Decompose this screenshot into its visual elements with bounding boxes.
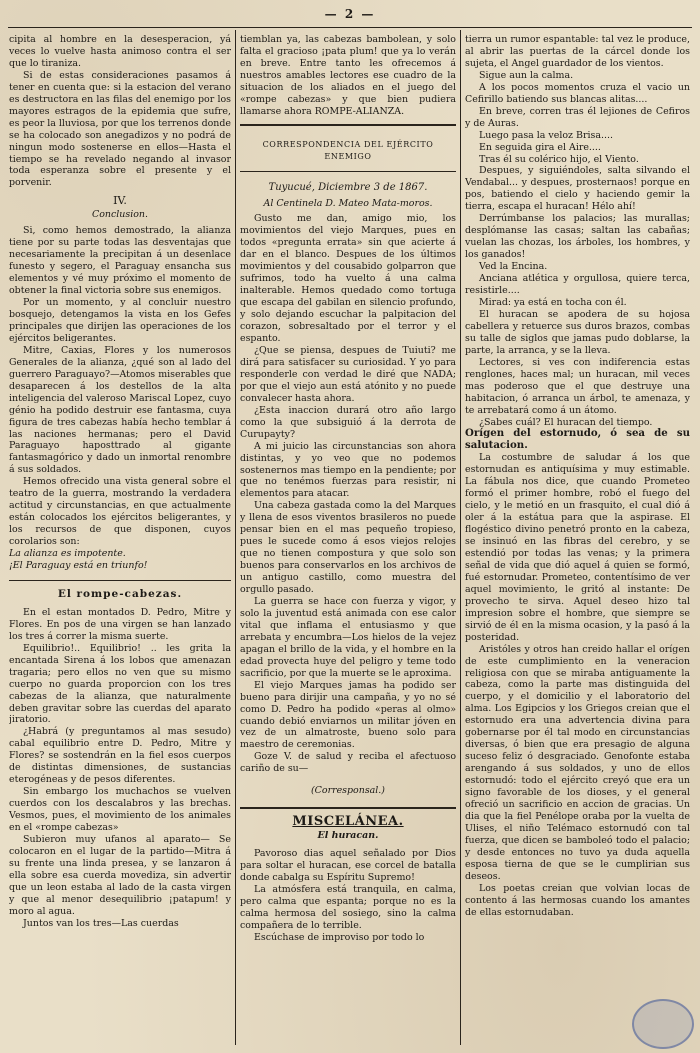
article-title: El rompe-cabezas. xyxy=(57,587,183,600)
paragraph: ¿Que se piensa, despues de Tuiuti? me dirá para satisfacer su curiosidad. Y yo para responderle con verdad le diré que NADA; por que el viejo aun está atónito y no puede convalecer hasta ahora. xyxy=(240,344,456,404)
paragraph: El huracan se apodera de su hojosa cabellera y retuerce sus duros brazos, combas su talle de siglos que jamas pudo doblarse, la parte, la arranca, y se la lleva. xyxy=(465,308,690,356)
paragraph: Juntos van los tres—Las cuerdas xyxy=(23,917,179,929)
section-subtitle: Conclusion. xyxy=(92,209,148,221)
paragraph: Lectores, si ves con indiferencia estas renglones, haces mal; un huracan, mil veces mas poderoso que el que destruye una habitacion, ó arranca un árbol, te amenaza, y te arrebatará como á un átomo. xyxy=(465,356,690,416)
column-3 xyxy=(465,34,690,1044)
paragraph: Una cabeza gastada como la del Marques y llena de esos viventos brasileros no puede pensar bien en el mas pequeño tropieso, pues le sucede como á esos viejos relojes que no tienen compostura y que solo son buenos para conservarlos en los archivos de un antiguo castillo, como muestra del orgullo pasado. xyxy=(240,500,456,596)
paragraph: La costumbre de saludar á los que estornudan es antiquísima y muy estimable. La fábula nos dice, que cuando Prometeo formó el primer hombre, robó el fuego del cielo, y le metió en un frasquito, el cual dió á oler á la estátua para que la aspirase. El flogéstico divino penetró pronto en la cabeza, se insinuó en las fibras del cerebro, y se estendió por todas las venas; y la primera señal de vida que dió aquel á quien se formó, fué estornudar. Prometeo, contentísimo de ver aquel movimiento, le gritó al instante: De provecho te sirva. Aquel deseo hizo tal impresion sobre el hombre, que siempre se sirvió de él en la misma ocasion, y la pasó á la posteridad. xyxy=(465,452,690,643)
section-heading: CORRESPONDENCIA DEL EJÉRCITO ENEMIGO xyxy=(262,139,434,161)
paragraph: Tras él su colérico hijo, el Viento. xyxy=(479,153,639,165)
paragraph: ¿Habrá (y preguntamos al mas sesudo) cabal equilibrio entre D. Pedro, Mitre y Flores? se sostendrán en la fiel esos cuerpos de distintas dimensiones, de sustancias eterogéneas y de pesos diferentes. xyxy=(9,726,231,786)
library-stamp-icon xyxy=(632,999,694,1049)
article-title: Orígen del estornudo, ó sea de su salutacion. xyxy=(465,427,690,452)
paragraph: En breve, corren tras él lejiones de Cefiros y de Auras. xyxy=(465,105,690,129)
motto-line: La alianza es impotente. xyxy=(9,548,126,560)
paragraph: cipita al hombre en la desesperacion, yá veces lo vuelve hasta animoso contra el ser que lo tiraniza. xyxy=(9,34,231,69)
column-divider xyxy=(235,30,236,1045)
paragraph: Ved la Encina. xyxy=(479,261,548,273)
paragraph: Derrúmbanse los palacios; las murallas; desplómanse las casas; saltan las cabañas; vuelan las chozas, los árboles, los hombres, y los ganados! xyxy=(465,213,690,261)
divider xyxy=(240,171,456,172)
paragraph: Equilibrio!.. Equilibrio! .. les grita la encantada Sirena á los lobos que amenazan tragaria; pero ellos no ven que su mismo cuerpo no guarda proporcion con los tres cabezas de la alianza, que naturalmente deben gravitar sobre las cuerdas del aparato jiratorio. xyxy=(9,642,231,726)
paragraph: Mirad: ya está en tocha con él. xyxy=(479,296,627,308)
paragraph: En el estan montados D. Pedro, Mitre y Flores. En pos de una virgen se han lanzado los tres á correr la misma suerte. xyxy=(9,606,231,642)
motto-line: ¡El Paraguay está en triunfo! xyxy=(9,559,148,571)
paragraph: En seguida gira el Aire.... xyxy=(479,141,601,153)
paragraph: Sigue aun la calma. xyxy=(479,69,574,81)
miscellany-heading: MISCELÁNEA. xyxy=(292,814,404,830)
salutation: Al Centinela D. Mateo Mata-moros. xyxy=(263,197,433,209)
paragraph: ¿Esta inaccion durará otro año largo como la que subsiguió á la derrota de Curupayty? xyxy=(240,404,456,440)
paragraph: La atmósfera está tranquila, en calma, pero calma que espanta; porque no es la calma hermosa del sosiego, sino la calma compañera de lo terrible. xyxy=(240,884,456,931)
dateline: Tuyucué, Diciembre 3 de 1867. xyxy=(268,181,428,193)
paragraph: Mitre, Caxias, Flores y los numerosos Generales de la alianza, ¿qué son al lado del guerrero Paraguayo?—Atomos miserables que desaparecen á los destellos de la alta inteligencia del valeroso Mariscal Lopez, cuyo génio ha podido destruir ese fantasma, cuya figura de tres cabezas había hecho temblar á las naciones hermanas; pero el David Paraguayo haposttrado al gigante fantasmagórico y dado un inmortal renombre á sus soldados. xyxy=(9,344,231,476)
paragraph: Los poetas creian que volvian locas de contento á las hermosas cuando los amantes de ellas estornudaban. xyxy=(465,882,690,918)
paragraph: Aristóles y otros han creido hallar el orígen de este cumplimiento en la veneracion religiosa con que se miraba antiguamente la cabeza, como la parte mas distinguida del cuerpo, y el domicilio y el laboratorio del alma. Los Egipcios y los Griegos creian que el estornudo era una advertencia divina para gobernarse por él tal modo en circunstancias diversas, ó bien que era presagio de alguna suceso feliz ó desgraciado. Genofonte estaba arengando á sus soldados, y uno de ellos estornudó: todo el ejército creyó que era un signo favorable de los dioses, y el general ofreció un sacrificio en accion de gracias. Un dia que la fiel Penélope oraba por la vuelta de Ulises, el niño Telémaco estornudó con tal fuerza, que dicen se bamboleó todo el palacio; y desde entonces no tuvo ya duda aquella esposa tierna de que se le cumplirian sus deseos. xyxy=(465,643,690,882)
section-number: IV. xyxy=(113,194,127,208)
paragraph: Gusto me dan, amigo mio, los movimientos del viejo Marques, pues en todos «pregunta errata» sin que acierte á dar en el blanco. Despues de los últimos movimientos y del cousabido golparron que sufrimos, todo ha vuelto á una calma inalterable. Hemos quedado como tortuga que escapa del gabilan en silencio profundo, y solo dejando escuchar la palpitacion del corazon, sobresaltado por el terror y el espanto. xyxy=(240,213,456,345)
paragraph: Sin embargo los muchachos se vuelven cuerdos con los descalabros y las brechas. Vesmos, pues, el movimiento de los animales en el «rompe cabezas» xyxy=(9,786,231,834)
paragraph: El viejo Marques jamas ha podido ser bueno para dirijir una campaña, y yo no sé como D. Pedro ha podido «peras al olmo» cuando debió enviarnos un militar jóven en vez de un almatroste, bueno solo para maestro de ceremonias. xyxy=(240,679,456,751)
column-divider xyxy=(460,30,461,1045)
paragraph: A los pocos momentos cruza el vacio un Cefirillo batiendo sus blancas alitas.... xyxy=(465,81,690,105)
divider xyxy=(9,580,231,581)
paragraph: tierra un rumor espantable: tal vez le produce, al abrir las puertas de la cárcel donde los sujeta, el Angel guardador de los vientos. xyxy=(465,34,690,69)
paragraph: Hemos ofrecido una vista general sobre el teatro de la guerra, mostrando la verdadera actitud y circunstancias, en que actualmente están colocados los ejércitos beligerantes, y los recursos de que disponen, cuyos corolarios son: xyxy=(9,476,231,548)
paragraph: tiemblan ya, las cabezas bambolean, y solo falta el gracioso ¡pata plum! que ya lo verán en breve. Entre tanto les ofrecemos á nuestros amables lectores ese cuadro de la situacion de los aliados en el juego del «rompe cabezas» y que bien pudiera llamarse ahora ROMPE-ALIANZA. xyxy=(240,34,456,117)
divider xyxy=(240,807,456,812)
signature: (Corresponsal.) xyxy=(310,785,385,797)
paragraph: Pavoroso dias aquel señalado por Dios para soltar el huracan, ese corcel de batalla donde cabalga su Espíritu Supremo! xyxy=(240,848,456,884)
paragraph: Por un momento, y al concluir nuestro bosquejo, detengamos la vista en los Gefes principales que dirijen las operaciones de los ejércitos beligerantes. xyxy=(9,297,231,344)
paragraph: La guerra se hace con fuerza y vigor, y solo la juventud está animada con ese calor vital que inflama el entusiasmo y que arrebata y encumbra—Los hielos de la vejez apagan el brillo de la vida, y el hombre en la edad provecta huye del peligro y teme todo sacrificio, por que la muerte se le aproxima. xyxy=(240,595,456,679)
article-title: El huracan. xyxy=(317,830,379,842)
paragraph: Goze V. de salud y reciba el afectuoso cariño de su— xyxy=(240,751,456,775)
column-1 xyxy=(9,34,231,1044)
paragraph: Escúchase de improviso por todo lo xyxy=(254,931,425,943)
header-rule xyxy=(8,27,692,28)
paragraph: Si de estas consideraciones pasamos á tener en cuenta que: si la estacion del verano es destructora en las filas del enemigo por los mayores estragos de la epidemia que sufre, es peor la lluviosa, por que los terrenos donde se ha colocado son anegadizos y no podrá de ningun modo sostenerse en ellos—Hasta el tiempo se ha revelado negando al invasor toda esperanza sobre el presente y el porvenir. xyxy=(9,69,231,189)
column-2 xyxy=(240,34,456,1044)
paragraph: Anciana atlética y orgullosa, quiere terca, resistirle.... xyxy=(465,273,690,297)
paragraph: Si, como hemos demostrado, la alianza tiene por su parte todas las desventajas que necesariamente la precipitan á un desenlace funesto y segero, el Paraguay ensancha sus elementos y vé muy próximo el momento de obtener la final victoria sobre sus enemigos. xyxy=(9,225,231,297)
divider xyxy=(240,124,456,129)
paragraph: Despues, y siguiéndoles, salta silvando el Vendabal... y despues, prosternaos! porque en pos, batiendo el cielo y haciendo gemir la tierra, escapa el huracan! Hélo ahí! xyxy=(465,165,690,213)
paragraph: ¿Sabes cuál? El huracan del tiempo. xyxy=(479,416,653,428)
page-number: — 2 — xyxy=(324,7,376,21)
paragraph: A mi juicio las circunstancias son ahora distintas, y yo veo que no podemos sostenernos mas tiempo en la pendiente; por que no tenémos fuerzas para resistir, ni elementos para atacar. xyxy=(240,440,456,500)
paragraph: Subieron muy ufanos al aparato— Se colocaron en el lugar de la partido—Mitra á su frente una linda presea, y se lanzaron á ella sobre esa cuerda movediza, sin advertir que un leon estaba al lado de la casta virgen y que al menor desequilibrio ¡patapum! y moro al agua. xyxy=(9,834,231,917)
paragraph: Luego pasa la veloz Brisa.... xyxy=(479,129,613,141)
